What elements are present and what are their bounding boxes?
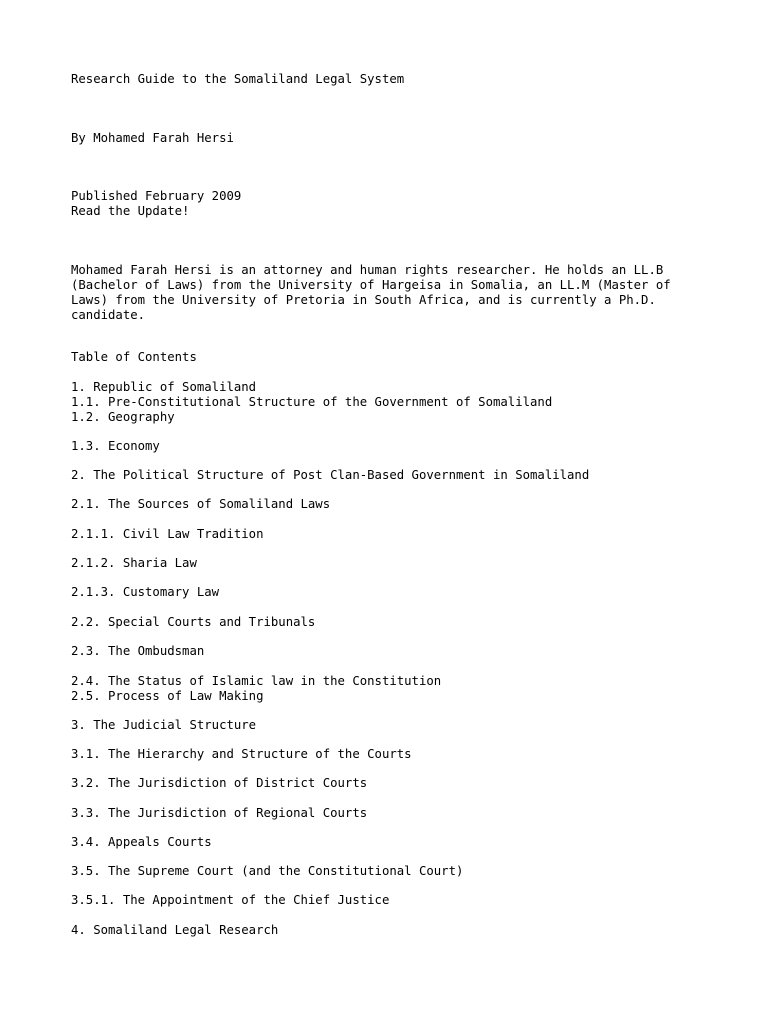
toc-item[interactable]: 3.5.1. The Appointment of the Chief Justice — [71, 893, 390, 907]
toc-item[interactable]: 2.2. Special Courts and Tribunals — [71, 615, 316, 629]
toc-item[interactable]: 2.1.1. Civil Law Tradition — [71, 527, 264, 541]
toc-item[interactable]: 3.1. The Hierarchy and Structure of the Courts — [71, 747, 412, 761]
toc-item[interactable]: 2. The Political Structure of Post Clan-Based Government in Somaliland — [71, 468, 590, 482]
document-title: Research Guide to the Somaliland Legal System — [71, 72, 405, 86]
author-bio-line: Mohamed Farah Hersi is an attorney and human rights researcher. He holds an LL.B — [71, 263, 664, 277]
author-bio — [71, 263, 691, 323]
update-link[interactable]: Read the Update! — [71, 204, 190, 218]
toc-item[interactable]: 2.3. The Ombudsman — [71, 644, 205, 658]
publication-date: Published February 2009 — [71, 189, 242, 203]
toc-heading: Table of Contents — [71, 350, 197, 364]
toc-item[interactable]: 1.1. Pre-Constitutional Structure of the Government of Somaliland — [71, 395, 553, 409]
author-bio-line: (Bachelor of Laws) from the University of Hargeisa in Somalia, an LL.M (Master of — [71, 278, 671, 292]
toc-item[interactable]: 1.3. Economy — [71, 439, 160, 453]
toc-item[interactable]: 2.1.3. Customary Law — [71, 585, 220, 599]
toc-item[interactable]: 3.2. The Jurisdiction of District Courts — [71, 776, 368, 790]
toc-item[interactable]: 2.4. The Status of Islamic law in the Constitution — [71, 674, 442, 688]
toc-item[interactable]: 3.5. The Supreme Court (and the Constitutional Court) — [71, 864, 464, 878]
author-byline: By Mohamed Farah Hersi — [71, 131, 234, 145]
toc-item[interactable]: 3.4. Appeals Courts — [71, 835, 212, 849]
author-bio-line: candidate. — [71, 308, 146, 322]
author-bio-line: Laws) from the University of Pretoria in South Africa, and is currently a Ph.D. — [71, 293, 656, 307]
toc-item[interactable]: 4. Somaliland Legal Research — [71, 923, 279, 937]
toc-item[interactable]: 2.5. Process of Law Making — [71, 689, 264, 703]
toc-item[interactable]: 3.3. The Jurisdiction of Regional Courts — [71, 806, 368, 820]
toc-item[interactable]: 3. The Judicial Structure — [71, 718, 257, 732]
toc-item[interactable]: 1. Republic of Somaliland — [71, 380, 257, 394]
toc-item[interactable]: 2.1.2. Sharia Law — [71, 556, 197, 570]
toc-item[interactable]: 2.1. The Sources of Somaliland Laws — [71, 497, 331, 511]
toc-item[interactable]: 1.2. Geography — [71, 410, 175, 424]
